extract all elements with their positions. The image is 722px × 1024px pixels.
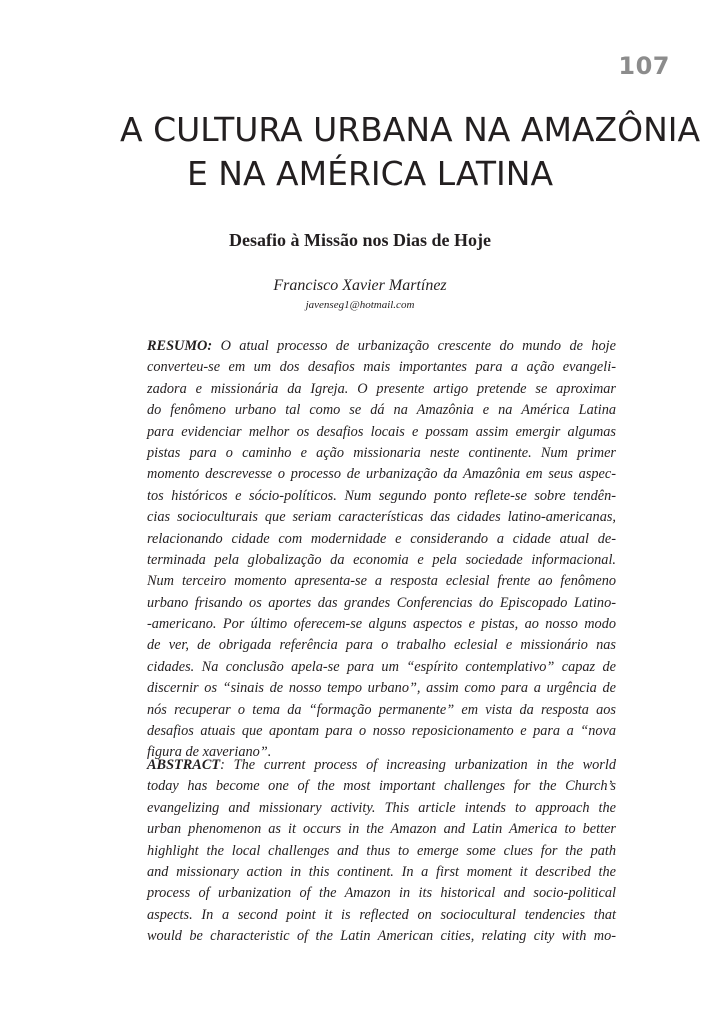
- abstract-line: [147, 755, 616, 776]
- abstract-text: : The current process of increasing urbanization in the world: [220, 757, 616, 773]
- resumo-line: relacionando cidade com modernidade e considerando a cidade atual de-: [147, 530, 616, 547]
- abstract-line: would be characteristic of the Latin American cities, relating city with mo-: [147, 928, 616, 945]
- author-email: javenseg1@hotmail.com: [305, 299, 415, 311]
- abstract-line: aspects. In a second point it is reflected on sociocultural tendencies that: [147, 906, 616, 923]
- resumo-text: O atual processo de urbanização crescente do mundo de hoje: [220, 338, 617, 354]
- abstract-label: ABSTRACT: [147, 757, 221, 773]
- resumo-line: nós recuperar o tema da “formação permanente” em vista da resposta aos: [147, 701, 616, 718]
- abstract-line: urban phenomenon as it occurs in the Amazon and Latin America to better: [147, 821, 616, 838]
- resumo-line: cidades. Na conclusão apela-se para um “espírito contemplativo” capaz de: [147, 658, 616, 675]
- resumo-line: do fenômeno urbano tal como se dá na Amazônia e na América Latina: [147, 402, 616, 419]
- abstract-line: today has become one of the most important challenges for the Church’s: [147, 778, 616, 795]
- author-name: Francisco Xavier Martínez: [273, 277, 447, 294]
- page-number: 107: [618, 52, 670, 80]
- resumo-label: RESUMO:: [147, 338, 213, 354]
- resumo-line: figura de xaveriano”.: [147, 744, 272, 761]
- abstract-line: and missionary action in this continent. In a first moment it described the: [147, 863, 616, 880]
- abstract-line: highlight the local challenges and thus to emerge some clues for the path: [147, 842, 616, 859]
- resumo-line: momento descrevesse o processo de urbanização da Amazônia em seus aspec-: [147, 466, 616, 483]
- resumo-line: -americano. Por último oferecem-se alguns aspectos e pistas, ao nosso modo: [147, 616, 616, 633]
- article-subtitle: Desafio à Missão nos Dias de Hoje: [229, 230, 491, 250]
- resumo-line: urbano frisando os aportes das grandes Conferencias do Episcopado Latino-: [147, 594, 616, 611]
- resumo-line: para evidenciar melhor os desafios locais e possam assim emergir algumas: [147, 423, 616, 440]
- resumo-section: [147, 336, 616, 764]
- article-title: [120, 108, 701, 196]
- resumo-line: converteu-se em um dos desafios mais importantes para a ação evangeli-: [147, 359, 616, 376]
- resumo-line: discernir os “sinais de nosso tempo urbano”, assim como para a urgência de: [147, 680, 616, 697]
- resumo-line: desafios atuais que apontam para o nosso reposicionamento e para a “nova: [147, 723, 616, 740]
- abstract-line: evangelizing and missionary activity. This article intends to approach the: [147, 799, 616, 816]
- abstract-section: [147, 755, 616, 948]
- resumo-line: zadora e missionária da Igreja. O presente artigo pretende se aproximar: [147, 380, 616, 397]
- resumo-line: cias socioculturais que seriam características das cidades latino-americanas,: [147, 509, 616, 526]
- title-line: E NA AMÉRICA LATINA: [186, 154, 554, 193]
- resumo-line: [147, 336, 616, 357]
- resumo-line: de ver, de obrigada referência para o trabalho eclesial e missionário nas: [147, 637, 616, 654]
- title-line: A CULTURA URBANA NA AMAZÔNIA: [120, 110, 701, 149]
- abstract-line: process of urbanization of the Amazon in its historical and socio-political: [147, 885, 616, 902]
- resumo-line: pistas para o caminho e ação missionaria neste continente. Num primer: [147, 444, 616, 461]
- resumo-line: Num terceiro momento apresenta-se a resposta eclesial frente ao fenômeno: [147, 573, 616, 590]
- resumo-line: terminada pela globalização da economia e pela sociedade informacional.: [147, 551, 616, 568]
- resumo-line: tos históricos e sócio-políticos. Num segundo ponto reflete-se sobre tendên-: [147, 487, 616, 504]
